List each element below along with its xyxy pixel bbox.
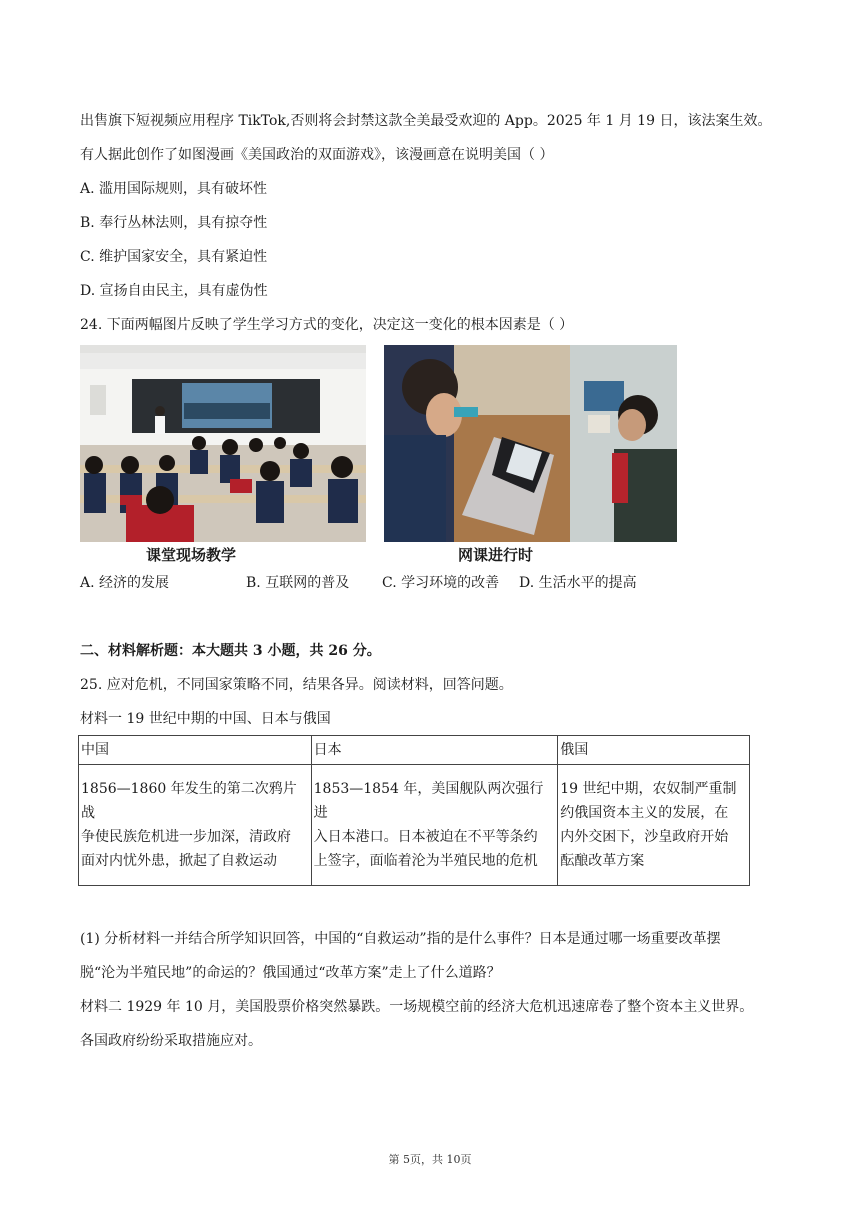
figure-caption-online: 网课进行时 [458,546,534,564]
cell-line: 上签字，面临着沦为半殖民地的危机 [313,853,538,869]
table-cell-china [79,765,312,886]
option-d: D. 生活水平的提高 [519,575,637,591]
page-footer: 第 5页，共 10页 [388,1153,472,1166]
table-header-row [79,736,750,765]
table-header: 日本 [311,736,558,765]
option-d: D. 宣扬自由民主，具有虚伪性 [80,283,268,299]
classroom-photo [80,345,366,542]
option-a: A. 滥用国际规则，具有破坏性 [80,181,268,197]
option-c: C. 学习环境的改善 [382,575,500,591]
cell-line: 19 世纪中期，农奴制严重制 [560,781,737,797]
cell-line: 争使民族危机进一步加深，清政府 [81,829,291,845]
cell-line: 1853—1854 年，美国舰队两次强行进 [313,781,544,821]
table-cell-russia [558,765,750,886]
table-header: 中国 [79,736,312,765]
option-c: C. 维护国家安全，具有紧迫性 [80,249,268,265]
table-header: 俄国 [558,736,750,765]
cell-line: 酝酿改革方案 [560,853,645,869]
table-row [79,765,750,886]
cell-line: 约俄国资本主义的发展，在 [560,805,729,821]
material-2-cont: 各国政府纷纷采取措施应对。 [80,1033,262,1049]
sub-question-1-cont: 脱“沦为半殖民地”的命运的？俄国通过“改革方案”走上了什么道路？ [80,965,501,981]
option-b: B. 互联网的普及 [246,575,350,591]
material-table [78,735,750,886]
figure-caption-classroom: 课堂现场教学 [146,546,237,564]
cell-line: 1856—1860 年发生的第二次鸦片战 [81,781,297,821]
question-stem: 有人据此创作了如图漫画《美国政治的双面游戏》，该漫画意在说明美国（ ） [80,147,554,163]
sub-question-1: (1) 分析材料一并结合所学知识回答，中国的“自救运动”指的是什么事件？日本是通过哪一场重要改革摆 [80,931,721,947]
cell-line: 面对内忧外患，掀起了自救运动 [81,853,277,869]
online-class-photo [384,345,677,542]
question-25: 25. 应对危机，不同国家策略不同，结果各异。阅读材料，回答问题。 [80,677,513,693]
material-2: 材料二 1929 年 10 月，美国股票价格突然暴跌。一场规模空前的经济大危机迅速席卷了整个资本主义世界。 [80,999,754,1015]
cell-line: 内外交困下，沙皇政府开始 [560,829,729,845]
text-line: 出售旗下短视频应用程序 TikTok,否则将会封禁这款全美最受欢迎的 App。2025 年 1 月 19 日，该法案生效。 [80,113,772,129]
option-a: A. 经济的发展 [80,575,170,591]
question-24: 24. 下面两幅图片反映了学生学习方式的变化，决定这一变化的根本因素是（ ） [80,317,574,333]
section-heading: 二、材料解析题：本大题共 3 小题，共 26 分。 [80,643,381,659]
option-b: B. 奉行丛林法则，具有掠夺性 [80,215,268,231]
material-title: 材料一 19 世纪中期的中国、日本与俄国 [80,711,331,727]
cell-line: 入日本港口。日本被迫在不平等条约 [313,829,538,845]
table-cell-japan [311,765,558,886]
